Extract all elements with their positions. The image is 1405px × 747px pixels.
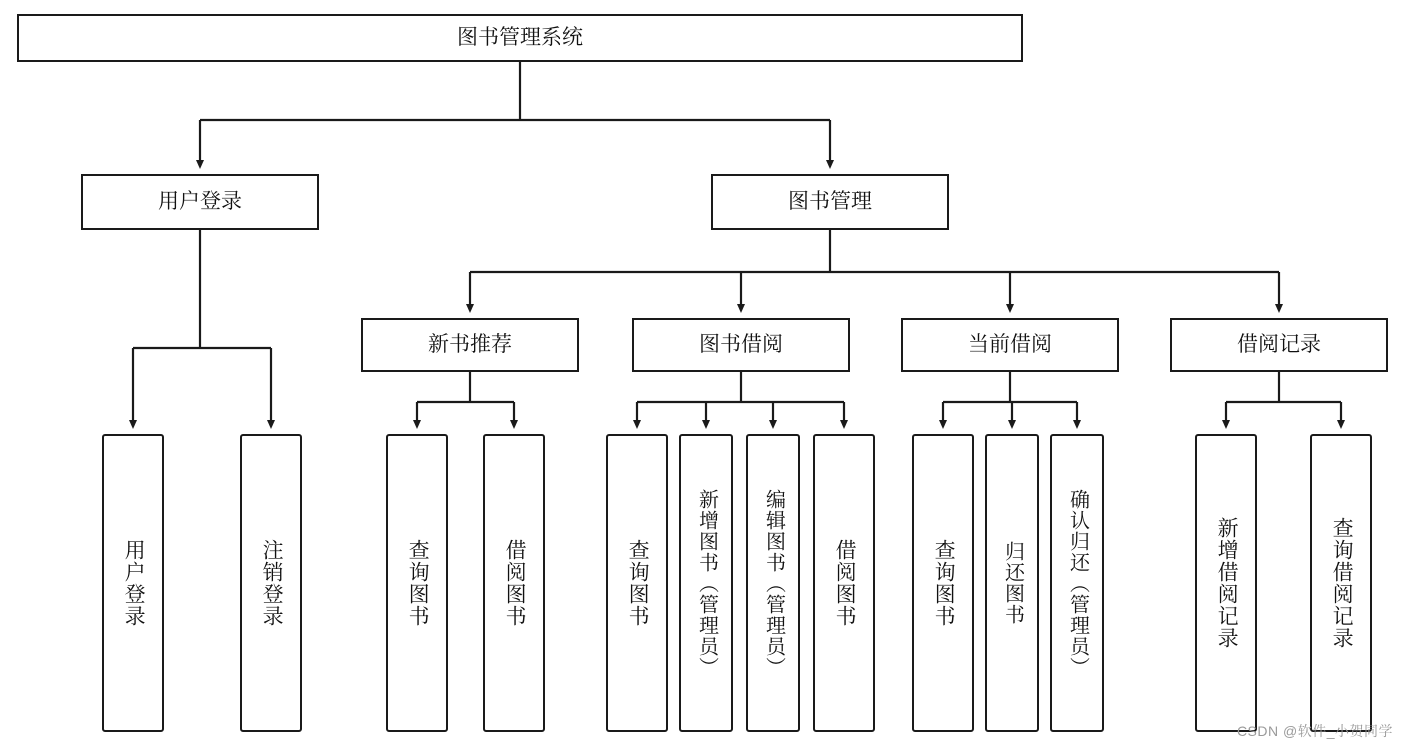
node-borrow-record (1170, 318, 1388, 372)
node-leaf-user-login-label: 用户登录 (122, 539, 146, 627)
node-book-borrow (632, 318, 850, 372)
node-root (17, 14, 1023, 62)
node-leaf-return-book (985, 434, 1039, 732)
node-new-book-recommend-label: 新书推荐 (428, 332, 512, 356)
node-current-borrow (901, 318, 1119, 372)
node-leaf-return-book-label: 归还图书 (1001, 541, 1024, 625)
watermark: CSDN @软件_小贺同学 (1236, 723, 1393, 739)
node-current-borrow-label: 当前借阅 (968, 332, 1052, 356)
node-leaf-borrow-book-2-label: 借阅图书 (833, 539, 857, 627)
node-leaf-query-book-2-label: 查询图书 (626, 539, 650, 627)
node-leaf-query-book-2 (606, 434, 668, 732)
node-leaf-borrow-book-1 (483, 434, 545, 732)
node-leaf-confirm-return (1050, 434, 1104, 732)
node-leaf-query-book-3-label: 查询图书 (932, 539, 956, 627)
node-new-book-recommend (361, 318, 579, 372)
node-root-label: 图书管理系统 (457, 25, 583, 49)
node-leaf-edit-book (746, 434, 800, 732)
node-leaf-add-book-label: 新增图书（管理员） (695, 488, 718, 678)
node-leaf-add-borrow-record-label: 新增借阅记录 (1215, 517, 1239, 649)
node-leaf-add-book (679, 434, 733, 732)
node-leaf-add-borrow-record (1195, 434, 1257, 732)
node-leaf-query-book-1 (386, 434, 448, 732)
node-leaf-query-book-3 (912, 434, 974, 732)
node-leaf-logout-login (240, 434, 302, 732)
node-leaf-borrow-book-1-label: 借阅图书 (503, 539, 527, 627)
node-leaf-query-borrow-record-label: 查询借阅记录 (1330, 517, 1354, 649)
node-leaf-confirm-return-label: 确认归还（管理员） (1066, 488, 1089, 678)
node-leaf-borrow-book-2 (813, 434, 875, 732)
node-leaf-logout-login-label: 注销登录 (260, 539, 284, 627)
node-borrow-record-label: 借阅记录 (1237, 332, 1321, 356)
node-leaf-edit-book-label: 编辑图书（管理员） (762, 488, 785, 678)
node-book-management-label: 图书管理 (788, 189, 872, 213)
node-user-login-label: 用户登录 (158, 189, 242, 213)
node-leaf-query-borrow-record (1310, 434, 1372, 732)
node-user-login (81, 174, 319, 230)
node-book-management (711, 174, 949, 230)
node-leaf-user-login (102, 434, 164, 732)
node-book-borrow-label: 图书借阅 (699, 332, 783, 356)
node-leaf-query-book-1-label: 查询图书 (406, 539, 430, 627)
